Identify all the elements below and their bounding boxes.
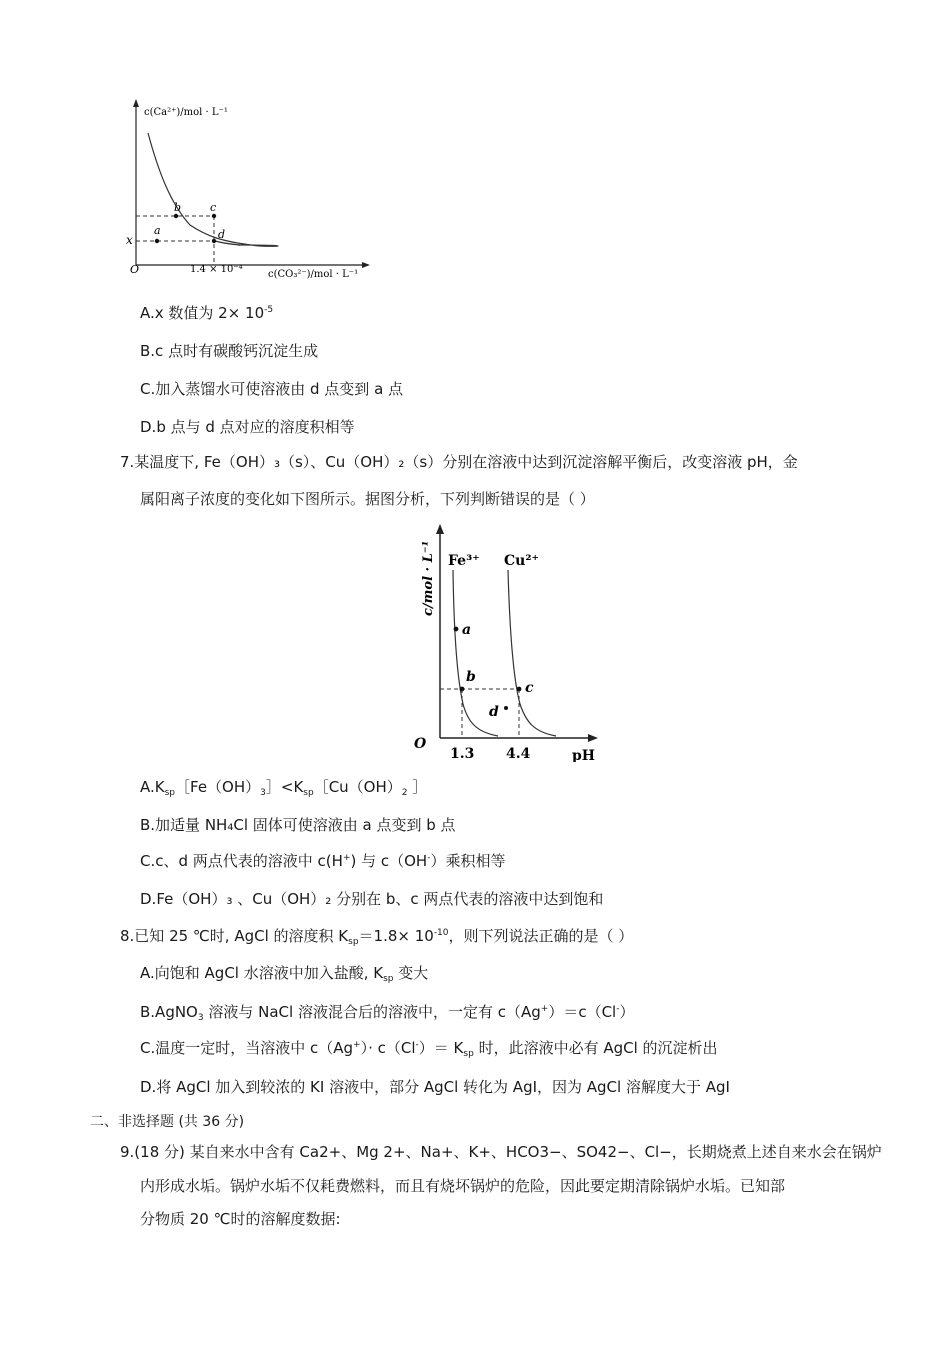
q8-option-d: D.将 AgCl 加入到较浓的 KI 溶液中，部分 AgCl 转化为 AgI，因为 AgCl 溶解度大于 AgI	[140, 1078, 730, 1096]
chart-ph-concentration	[410, 522, 610, 762]
origin-label: O	[130, 263, 140, 276]
point-b	[174, 214, 178, 218]
x-tick-label: 1.4 × 10⁻⁴	[190, 264, 243, 275]
chart-caco3-solubility	[120, 95, 380, 285]
q7-stem-line2: 属阳离子浓度的变化如下图所示。据图分析，下列判断错误的是（ ）	[140, 490, 595, 508]
q7-option-c: C.c、d 两点代表的溶液中 c(H+) 与 c（OH-）乘积相等	[140, 852, 506, 870]
x-tick-2: 4.4	[506, 746, 531, 762]
point-c	[212, 214, 216, 218]
q8-option-b: B.AgNO$_3$ 溶液与 NaCl 溶液混合后的溶液中，一定有 c（Ag+）＝c（Cl-）	[140, 1003, 635, 1023]
label-c: c	[210, 201, 217, 214]
label-d: d	[218, 228, 226, 241]
q7-option-b: B.加适量 NH₄Cl 固体可使溶液由 a 点变到 b 点	[140, 816, 456, 834]
origin-label: O	[414, 736, 427, 752]
y-axis-label: c/mol · L⁻¹	[421, 540, 436, 616]
label-d: d	[489, 704, 499, 720]
x-axis-arrow	[588, 734, 598, 742]
q6-option-b: B.c 点时有碳酸钙沉淀生成	[140, 342, 319, 360]
point-d	[212, 239, 216, 243]
q7-option-d: D.Fe（OH）₃ 、Cu（OH）₂ 分别在 b、c 两点代表的溶液中达到饱和	[140, 890, 604, 908]
q6-option-d: D.b 点与 d 点对应的溶度积相等	[140, 418, 355, 436]
label-a: a	[462, 622, 472, 638]
section-heading: 二、非选择题 (共 36 分)	[90, 1114, 245, 1130]
y-tick-x: x	[126, 233, 133, 247]
x-axis-arrow	[362, 262, 370, 268]
q9-line1: 9.(18 分) 某自来水中含有 Ca2+、Mg 2+、Na+、K+、HCO3−、SO42−、Cl−，长期烧煮上述自来水会在锅炉	[120, 1143, 882, 1161]
cu-curve	[508, 570, 556, 736]
y-axis-arrow	[133, 99, 139, 107]
x-axis-label: pH	[572, 748, 596, 762]
q8-option-a: A.向饱和 AgCl 水溶液中加入盐酸, $K_{sp}$ 变大	[140, 964, 429, 984]
x-axis-label: c(CO₃²⁻)/mol · L⁻¹	[268, 269, 359, 280]
y-axis-label: c(Ca²⁺)/mol · L⁻¹	[144, 107, 228, 118]
q6-option-c: C.加入蒸馏水可使溶液由 d 点变到 a 点	[140, 380, 404, 398]
q9-line2: 内形成水垢。锅炉水垢不仅耗费燃料，而且有烧坏锅炉的危险，因此要定期清除锅炉水垢。已知部	[140, 1177, 786, 1195]
point-b	[460, 687, 465, 692]
q6-option-a: A.x 数值为 $2\times 10^{-5}$	[140, 304, 274, 322]
point-a	[155, 239, 159, 243]
q8-stem: 8.已知 25 ℃时, AgCl 的溶度积 $K_{sp}=1.8\times 10^{-10}$，则下列说法正确的是（ ）	[120, 927, 634, 947]
q9-line3: 分物质 20 ℃时的溶解度数据:	[140, 1210, 341, 1228]
point-c	[517, 687, 522, 692]
q7-option-a: $A.K_{sp}[Fe(OH)_3]<K_{sp}[Cu(OH)_2$ ］	[140, 778, 428, 798]
point-a	[454, 627, 459, 632]
series-fe: Fe³⁺	[448, 553, 480, 569]
series-cu: Cu²⁺	[504, 553, 539, 569]
label-c: c	[525, 680, 534, 696]
solubility-curve	[148, 133, 278, 246]
q7-stem-line1: 7.某温度下, Fe（OH）₃（s）、Cu（OH）₂（s）分别在溶液中达到沉淀溶解平衡后，改变溶液 pH，金	[120, 453, 798, 471]
label-b: b	[466, 669, 476, 685]
x-tick-1: 1.3	[450, 746, 475, 762]
y-axis-arrow	[436, 524, 444, 534]
q8-option-c: C.温度一定时，当溶液中 $c(Ag^+)\cdot c(Cl^-)= K_{sp}$ 时，此溶液中必有 AgCl 的沉淀析出	[140, 1039, 718, 1059]
label-a: a	[154, 224, 161, 237]
label-b: b	[174, 201, 182, 214]
point-d	[504, 706, 508, 710]
